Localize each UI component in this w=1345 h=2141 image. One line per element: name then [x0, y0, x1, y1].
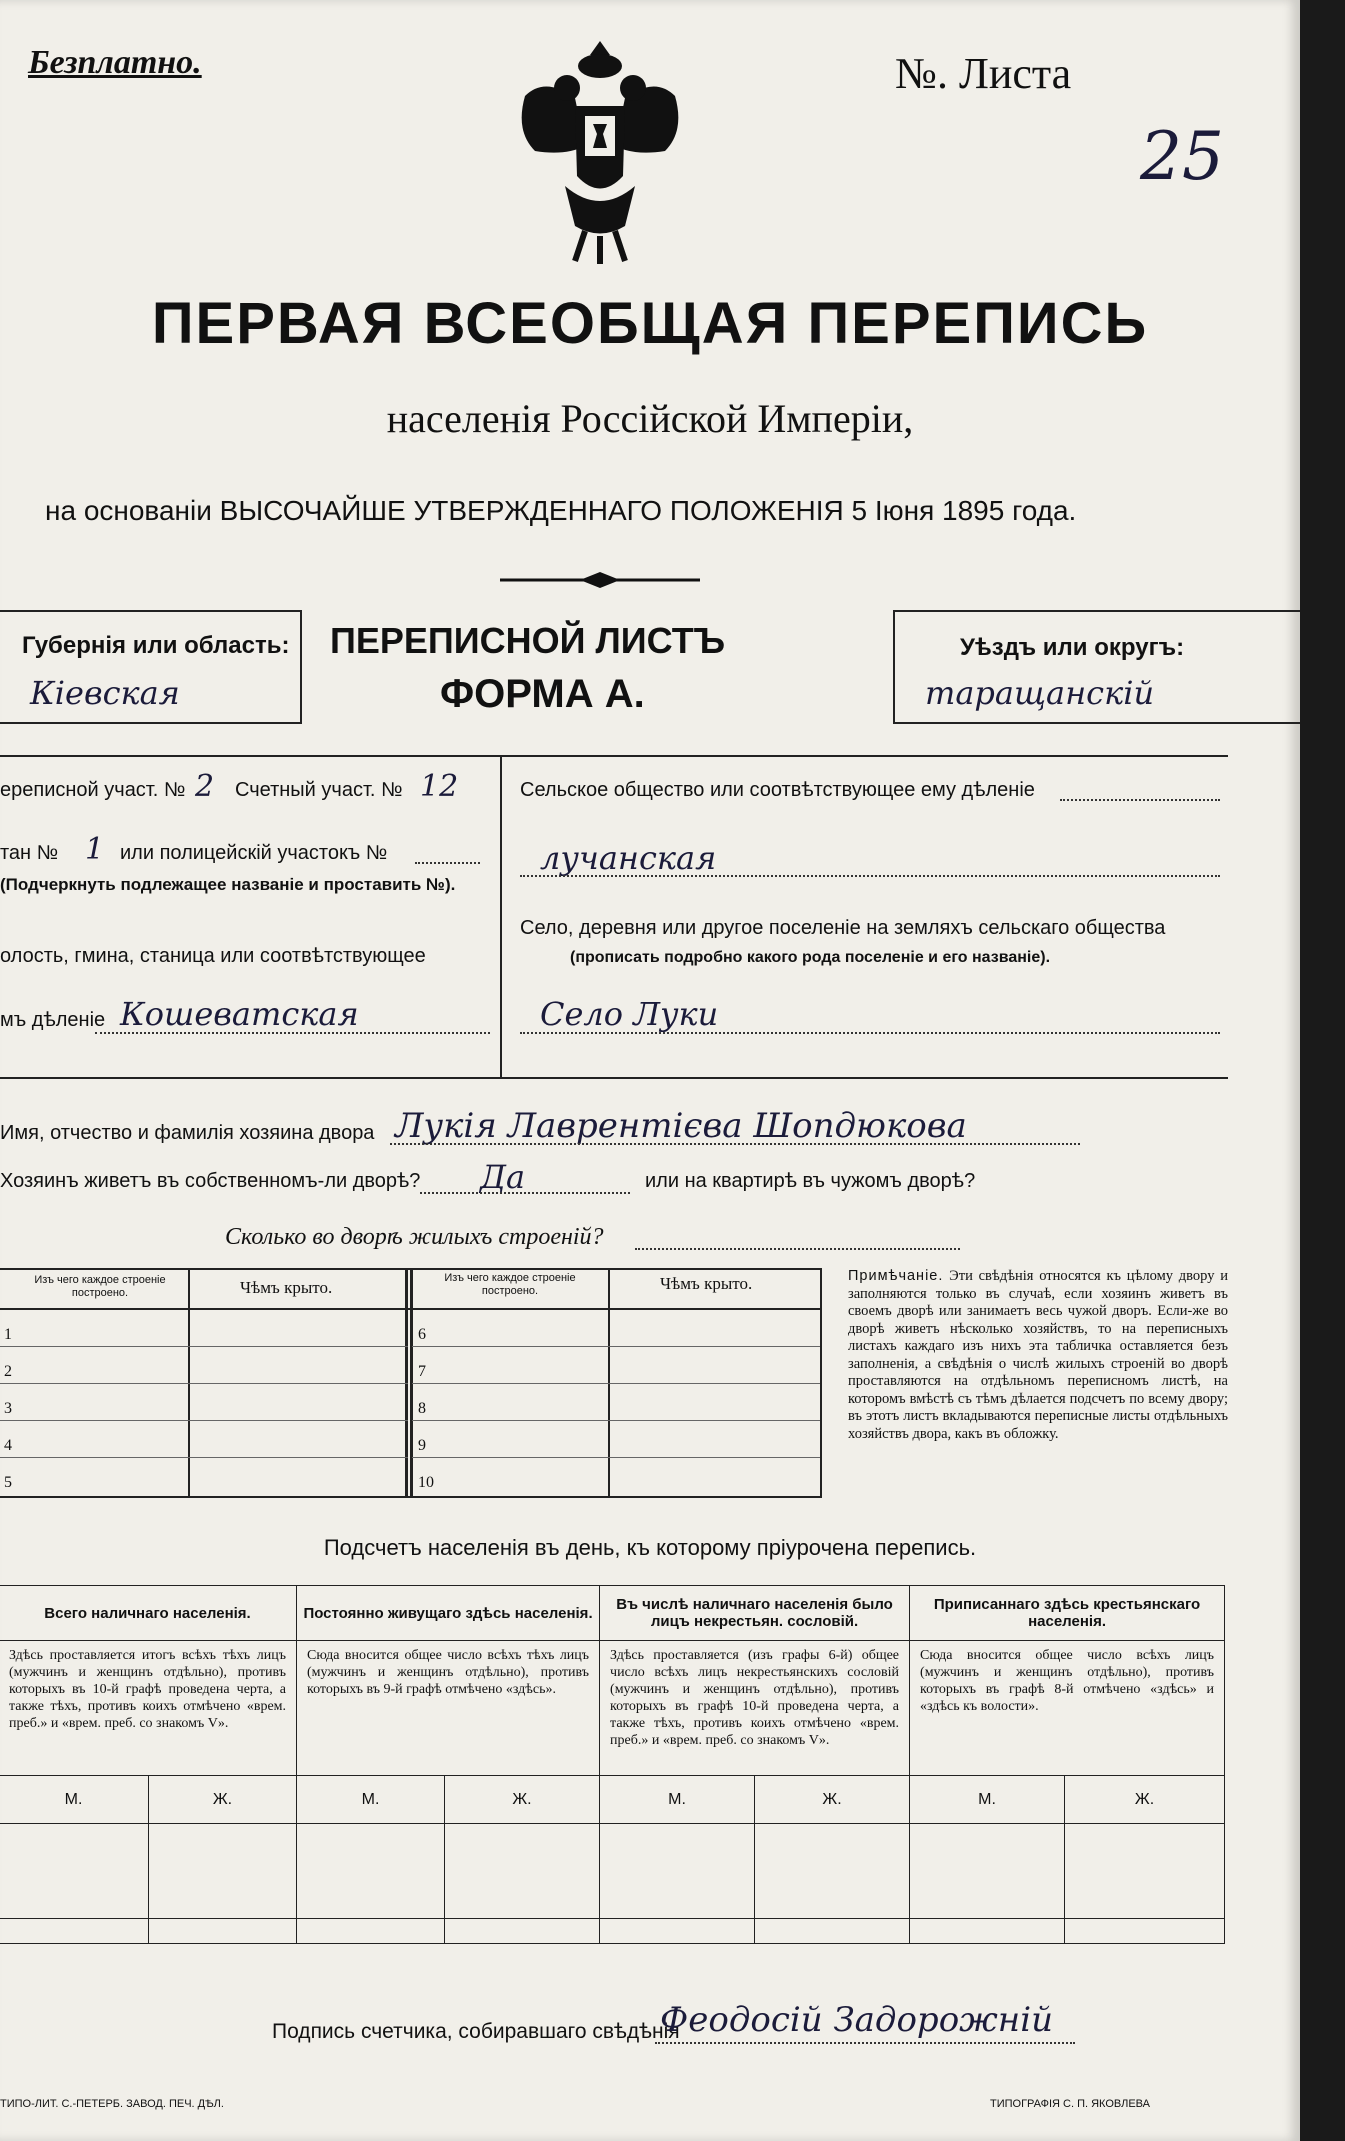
- buildings-rows-left: [4, 1316, 12, 1501]
- count-section-value: 12: [420, 769, 459, 804]
- buildings-col-material-right: Изъ чего каждое строеніе построено.: [444, 1272, 576, 1297]
- buildings-row: 4: [4, 1437, 12, 1454]
- legal-basis: на основаніи ВЫСОЧАЙШЕ УТВЕРЖДЕННАГО ПОЛОЖЕНІЯ 5 Іюня 1895 года.: [45, 495, 1077, 526]
- district-label: Уѣздъ или округъ:: [960, 634, 1185, 661]
- male-col: М.: [0, 1776, 149, 1824]
- owner-name-value: Лукія Лаврентієва Шопдюкова: [395, 1106, 967, 1146]
- buildings-row: 3: [4, 1400, 12, 1417]
- buildings-question: Сколько во дворѣ жилыхъ строеній?: [225, 1224, 604, 1250]
- count-cell: [0, 1824, 149, 1919]
- buildings-col-material-left: Изъ чего каждое строеніе построено.: [34, 1274, 166, 1299]
- female-col: Ж.: [445, 1776, 600, 1824]
- signature-value: Феодосій Задорожній: [660, 2000, 1053, 2040]
- count-cell: [297, 1919, 445, 1944]
- female-col: Ж.: [1065, 1776, 1225, 1824]
- form-name: ПЕРЕПИСНОЙ ЛИСТЪ: [330, 620, 726, 661]
- society-value: лучанская: [540, 839, 717, 877]
- female-col: Ж.: [755, 1776, 910, 1824]
- note-lead: Примѣчаніе.: [848, 1268, 944, 1284]
- count-desc: Здѣсь проставляется итогъ всѣхъ тѣхъ лицъ (мужчинъ и женщинъ отдѣльно), противъ которыхъ въ 10-й графѣ проведена черта, а также тѣхъ, противъ коихъ отмѣчено «врем. преб.» и «врем. преб. со знакомъ V».: [0, 1641, 297, 1776]
- owner-lives-label: Хозяинъ живетъ въ собственномъ-ли дворѣ?: [0, 1170, 421, 1192]
- free-label: Безплатно.: [28, 44, 202, 81]
- female-col: Ж.: [149, 1776, 297, 1824]
- division-label: мъ дѣленіе: [0, 1009, 106, 1031]
- count-cell: [445, 1919, 600, 1944]
- count-cell: [910, 1919, 1065, 1944]
- buildings-row: 1: [4, 1326, 12, 1343]
- buildings-col-roof-right: Чѣмъ крыто.: [660, 1274, 753, 1293]
- buildings-row: 6: [418, 1326, 426, 1343]
- count-cell: [149, 1919, 297, 1944]
- count-head: Постоянно живущаго здѣсь населенія.: [297, 1586, 600, 1641]
- sheet-number-value: 25: [1140, 118, 1224, 195]
- count-cell: [445, 1824, 600, 1919]
- count-cell: [755, 1824, 910, 1919]
- buildings-col-roof-left: Чѣмъ крыто.: [240, 1278, 333, 1297]
- count-cell: [600, 1824, 755, 1919]
- count-table: [0, 1585, 1225, 1944]
- district-value: таращанскій: [925, 674, 1155, 712]
- buildings-row: 2: [4, 1363, 12, 1380]
- count-cell: [149, 1824, 297, 1919]
- stan-label: тан №: [0, 842, 59, 864]
- rent-question: или на квартирѣ въ чужомъ дворѣ?: [645, 1170, 976, 1192]
- document-subtitle: населенія Россійской Имперіи,: [386, 396, 914, 441]
- underline-note: (Подчеркнуть подлежащее названіе и проставить №).: [0, 875, 456, 894]
- note-text: Эти свѣдѣнія относятся къ цѣлому двору и заполняются только въ случаѣ, если хозяинъ живетъ въ своемъ дворѣ или занимаетъ весь чужой дворъ. Если-же во дворѣ живетъ нѣсколько хозяйствъ, то на переписныхъ листахъ каждаго изъ нихъ эта табличка оставляется безъ заполненія, а свѣдѣнія о числѣ жилыхъ строеній во дворѣ проставляются на отдѣльномъ переписномъ листѣ, на которомъ вмѣстѣ съ тѣмъ дѣлается подсчетъ по всему двору; въ этотъ листъ вкладываются переписные листы отдѣльныхъ хозяйствъ двора, какъ въ обложку.: [848, 1268, 1229, 1442]
- ornament-divider: [500, 570, 700, 590]
- count-section-label: Счетный участ. №: [235, 779, 403, 801]
- printer-right: ТИПОГРАФІЯ С. П. ЯКОВЛЕВА: [990, 2098, 1150, 2110]
- society-label: Сельское общество или соотвѣтствующее ему дѣленіе: [520, 779, 1035, 801]
- count-title: Подсчетъ населенія въ день, къ которому пріурочена перепись.: [323, 1535, 977, 1560]
- count-head: Въ числѣ наличнаго населенія было лицъ некрестьян. сословій.: [600, 1586, 910, 1641]
- buildings-row: 10: [418, 1474, 434, 1491]
- count-desc: Здѣсь проставляется (изъ графы 6-й) общее число всѣхъ лицъ некрестьянскихъ сословій (мужчинъ и женщинъ отдѣльно), противъ которыхъ въ графѣ 10-й проведена черта, а также тѣхъ, противъ коихъ отмѣчено «врем. преб.» и «врем. преб. со знакомъ V».: [600, 1641, 910, 1776]
- count-cell: [910, 1824, 1065, 1919]
- census-section-value: 2: [195, 769, 215, 804]
- count-head: Приписаннаго здѣсь крестьянскаго населенія.: [910, 1586, 1225, 1641]
- count-head: Всего наличнаго населенія.: [0, 1586, 297, 1641]
- sheet-number-label: №. Листа: [895, 49, 1072, 98]
- province-label: Губернія или область:: [22, 632, 290, 659]
- count-desc: Сюда вносится общее число всѣхъ тѣхъ лицъ (мужчинъ и женщинъ отдѣльно), противъ которыхъ въ 9-й графѣ отмѣчено «здѣсь».: [297, 1641, 600, 1776]
- volost-label: олость, гмина, станица или соотвѣтствующее: [0, 945, 426, 967]
- owner-lives-value: Да: [480, 1158, 526, 1196]
- printer-left: ТИПО-ЛИТ. С.-ПЕТЕРБ. ЗАВОД. ПЕЧ. ДѢЛ.: [0, 2098, 224, 2110]
- buildings-table: [0, 1268, 820, 1498]
- count-desc: Сюда вносится общее число всѣхъ лицъ (мужчинъ и женщинъ отдѣльно), противъ которыхъ въ графѣ 8-й отмѣчено «здѣсь» и «здѣсь къ волости».: [910, 1641, 1225, 1776]
- division-value: Кошеватская: [120, 995, 359, 1033]
- village-value: Село Луки: [540, 995, 719, 1033]
- signature-label: Подпись счетчика, собиравшаго свѣдѣнія: [272, 2020, 680, 2043]
- count-cell: [755, 1919, 910, 1944]
- count-cell: [1065, 1824, 1225, 1919]
- count-cell: [297, 1824, 445, 1919]
- buildings-rows-right: [418, 1316, 434, 1501]
- document-title: ПЕРВАЯ ВСЕОБЩАЯ ПЕРЕПИСЬ: [151, 291, 1149, 356]
- count-cell: [0, 1919, 149, 1944]
- stan-value: 1: [85, 832, 105, 867]
- district-box: [893, 610, 1300, 724]
- province-box: [0, 610, 302, 724]
- province-value: Кіевская: [30, 674, 180, 712]
- village-note: (прописать подробно какого рода поселеніе и его названіе).: [570, 949, 1051, 966]
- buildings-row: 5: [4, 1474, 12, 1491]
- count-cell: [600, 1919, 755, 1944]
- census-section-label: ереписной участ. №: [0, 779, 186, 801]
- count-cell: [1065, 1919, 1225, 1944]
- double-headed-eagle-emblem: [505, 36, 695, 266]
- location-box: [0, 755, 1228, 1079]
- village-label: Село, деревня или другое поселеніе на земляхъ сельскаго общества: [520, 917, 1166, 939]
- note-box: [848, 1268, 1228, 1443]
- owner-name-label: Имя, отчество и фамилія хозяина двора: [0, 1122, 375, 1144]
- male-col: М.: [600, 1776, 755, 1824]
- buildings-row: 8: [418, 1400, 426, 1417]
- male-col: М.: [297, 1776, 445, 1824]
- buildings-row: 7: [418, 1363, 426, 1380]
- male-col: М.: [910, 1776, 1065, 1824]
- police-label: или полицейскій участокъ №: [120, 842, 388, 864]
- form-letter: ФОРМА А.: [440, 672, 645, 716]
- buildings-row: 9: [418, 1437, 426, 1454]
